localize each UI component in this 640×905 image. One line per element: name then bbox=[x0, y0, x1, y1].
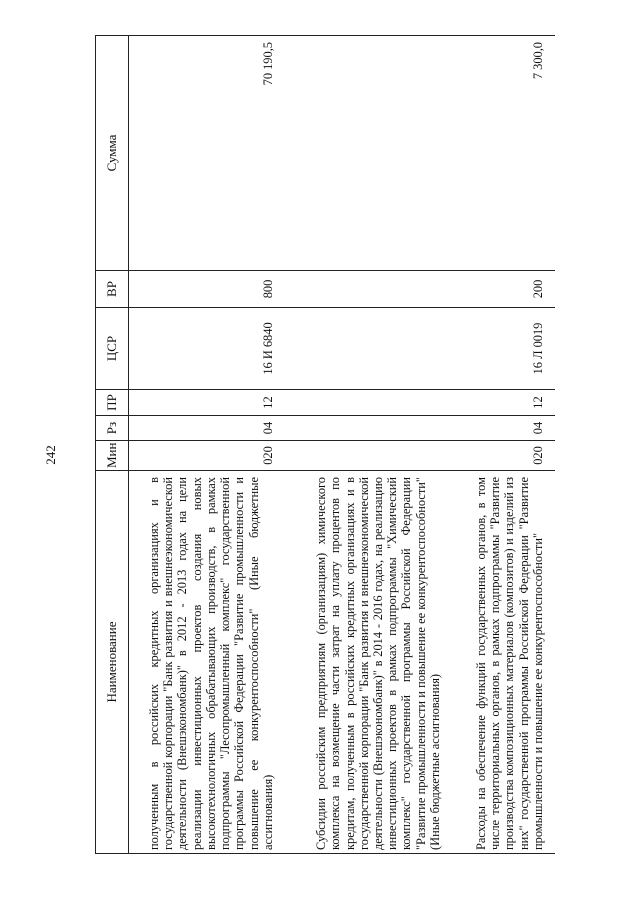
table-row bbox=[285, 36, 452, 854]
table-row bbox=[129, 36, 285, 854]
row-rz: 04 bbox=[129, 416, 285, 441]
row-pr bbox=[285, 390, 452, 416]
row-pr: 12 bbox=[452, 390, 555, 416]
table-row bbox=[452, 36, 555, 854]
row-name: полученным в российских кредитных организациях и в государственной корпорации "Банк развития и внешнеэкономической деятельности (Внешэкономбанк)" в 2012 - 2013 годах на цели реализации инвестиционных проектов создания новых высокотехнологичных обрабатывающих производств, в рамках подпрограммы "Лесопромышленный комплекс" государственной программы Российской Федерации "Развитие промышленности и повышение ее конкурентоспособности" (Иные бюджетные ассигнования) bbox=[129, 471, 285, 854]
header-min: Мин bbox=[96, 441, 129, 471]
budget-table-wrapper bbox=[95, 36, 555, 854]
row-rz bbox=[285, 416, 452, 441]
header-vr: ВР bbox=[96, 271, 129, 308]
row-pr: 12 bbox=[129, 390, 285, 416]
row-sum bbox=[285, 36, 452, 271]
row-vr bbox=[285, 271, 452, 308]
header-csr: ЦСР bbox=[96, 308, 129, 390]
row-vr: 200 bbox=[452, 271, 555, 308]
row-csr: 16 Л 0019 bbox=[452, 308, 555, 390]
page-number: 242 bbox=[43, 445, 58, 465]
row-min bbox=[285, 441, 452, 471]
header-sum: Сумма bbox=[96, 36, 129, 271]
row-sum: 70 190,5 bbox=[129, 36, 285, 271]
table-header-row bbox=[96, 36, 129, 854]
row-sum: 7 300,0 bbox=[452, 36, 555, 271]
row-min: 020 bbox=[452, 441, 555, 471]
header-name: Наименование bbox=[96, 471, 129, 854]
budget-table bbox=[95, 35, 555, 854]
row-rz: 04 bbox=[452, 416, 555, 441]
row-vr: 800 bbox=[129, 271, 285, 308]
row-min: 020 bbox=[129, 441, 285, 471]
header-pr: ПР bbox=[96, 390, 129, 416]
row-csr: 16 И 6840 bbox=[129, 308, 285, 390]
row-name: Субсидии российским предприятиям (организациям) химического комплекса на возмещение части затрат на уплату процентов по кредитам, полученным в российских кредитных организациях и в государственной корпорации "Банк развития и внешнеэкономической деятельности (Внешэкономбанк)" в 2014 - 2016 годах, на реализацию инвестиционных проектов в рамках подпрограммы "Химический комплекс" государственной программы Российской Федерации "Развитие промышленности и повышение ее конкурентоспособности" (Иные бюджетные ассигнования) bbox=[285, 471, 452, 854]
row-name: Расходы на обеспечение функций государственных органов, в том числе территориальных органов, в рамках подпрограммы "Развитие производства композиционных материалов (композитов) и изделий из них" государственной программы Российской Федерации "Развитие промышленности и повышение ее конкурентоспособности" bbox=[452, 471, 555, 854]
header-rz: Рз bbox=[96, 416, 129, 441]
row-csr bbox=[285, 308, 452, 390]
